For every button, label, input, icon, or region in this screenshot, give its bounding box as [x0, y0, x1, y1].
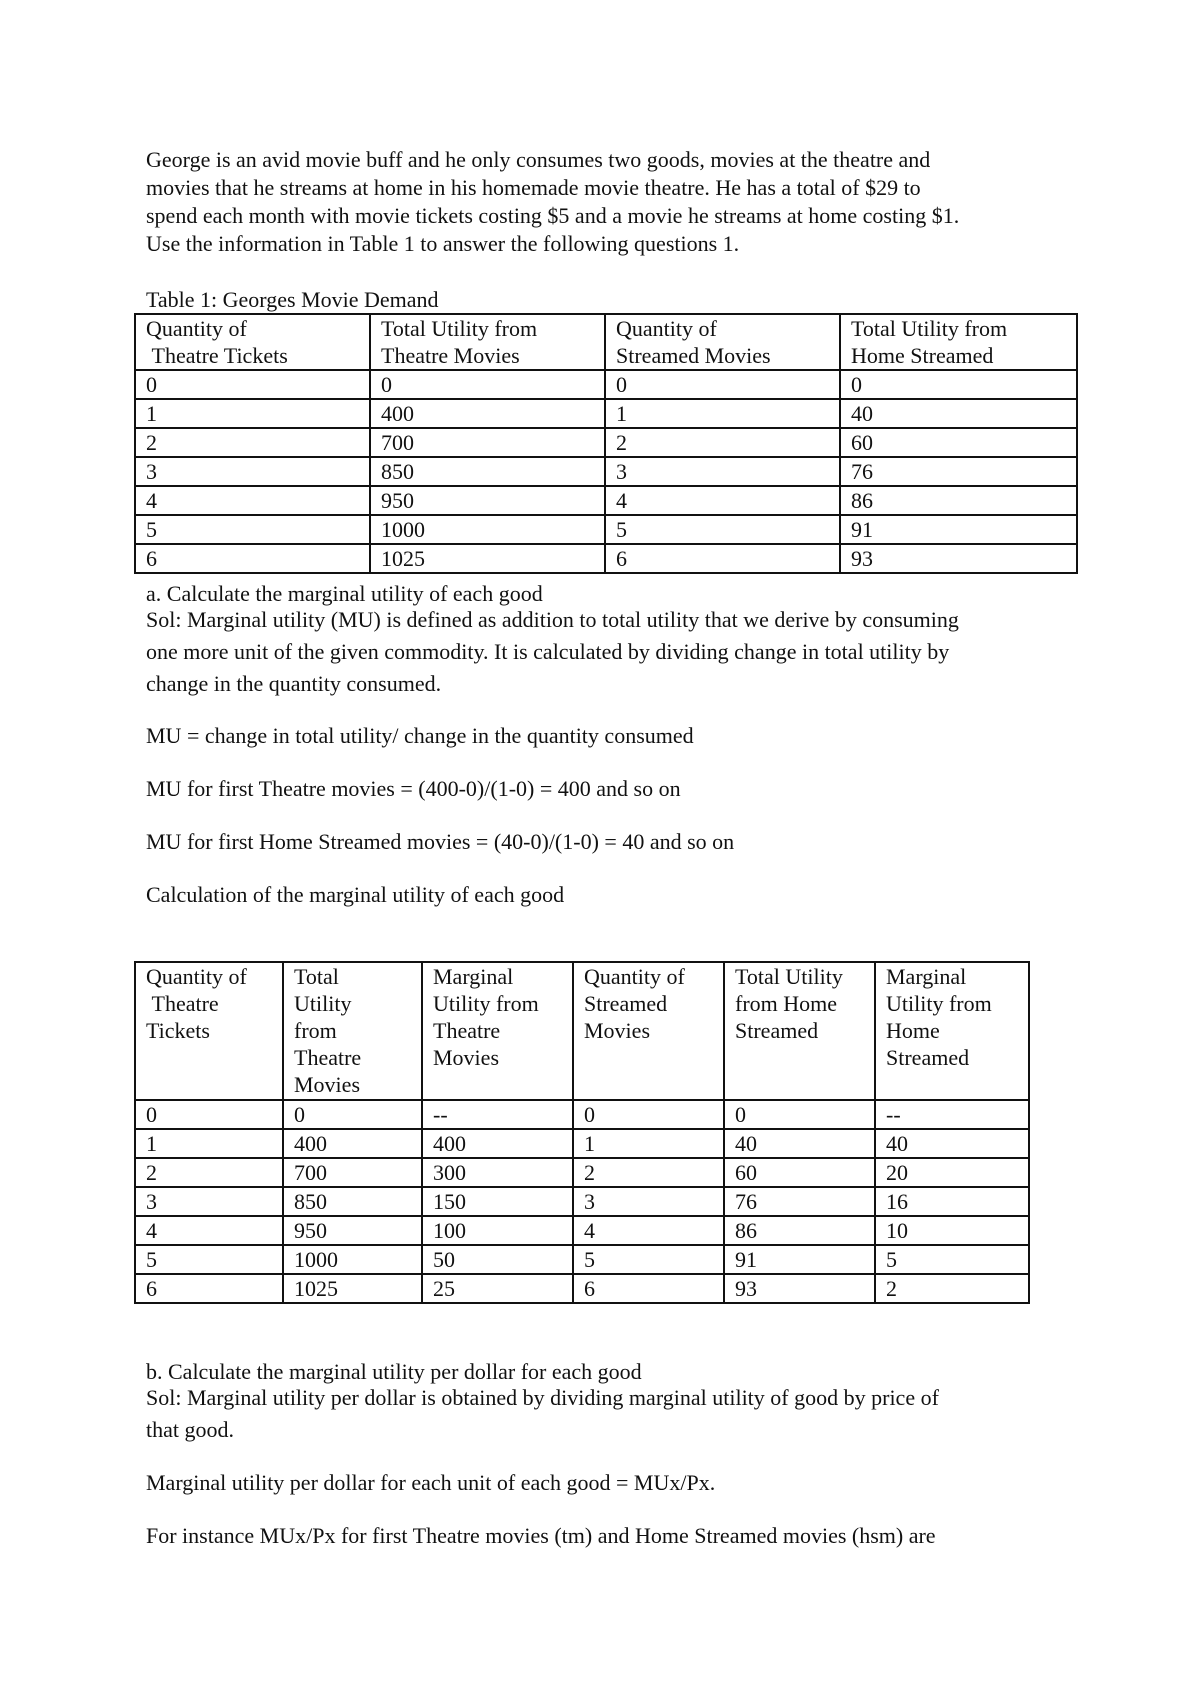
table-cell: 5 [135, 1245, 283, 1274]
table-cell: 850 [370, 457, 605, 486]
table-header-cell: Quantity of Streamed Movies [573, 962, 724, 1100]
table-header-cell: Total Utility from Theatre Movies [370, 314, 605, 370]
table-cell: 3 [135, 1187, 283, 1216]
table1-caption: Table 1: Georges Movie Demand [146, 287, 439, 312]
table-cell: 1 [135, 1129, 283, 1158]
table-cell: 3 [573, 1187, 724, 1216]
table-row [135, 1129, 1029, 1158]
part-a-sol-line: one more unit of the given commodity. It is calculated by dividing change in total utility by [146, 639, 950, 664]
table-cell: 1000 [283, 1245, 422, 1274]
table-row [135, 1158, 1029, 1187]
table-cell: 1 [605, 399, 840, 428]
table-row [135, 399, 1077, 428]
table-header-cell: Total Utility from Theatre Movies [283, 962, 422, 1100]
table-cell: 91 [724, 1245, 875, 1274]
table-cell: 40 [724, 1129, 875, 1158]
table-cell: 2 [135, 428, 370, 457]
intro-line: movies that he streams at home in his homemade movie theatre. He has a total of $29 to [146, 175, 921, 200]
table-cell: 3 [605, 457, 840, 486]
table-row [135, 1274, 1029, 1303]
table-cell: 950 [283, 1216, 422, 1245]
table-row [135, 428, 1077, 457]
part-b-sol-line: Sol: Marginal utility per dollar is obtained by dividing marginal utility of good by price of [146, 1385, 939, 1410]
table-cell: 5 [135, 515, 370, 544]
table-cell: 10 [875, 1216, 1029, 1245]
part-b-sol-line: that good. [146, 1417, 234, 1442]
table1-movie-demand [134, 313, 1078, 574]
table-cell: 4 [605, 486, 840, 515]
table-cell: 300 [422, 1158, 573, 1187]
table-cell: 50 [422, 1245, 573, 1274]
table-row [135, 1100, 1029, 1129]
table-header-row [135, 962, 1029, 1100]
table-header-cell: Quantity of Streamed Movies [605, 314, 840, 370]
table-cell: 850 [283, 1187, 422, 1216]
table-cell: 0 [135, 370, 370, 399]
table-cell: 5 [875, 1245, 1029, 1274]
table-row [135, 1187, 1029, 1216]
table2-marginal-utility [134, 961, 1030, 1304]
table-row [135, 515, 1077, 544]
table-cell: 1000 [370, 515, 605, 544]
mu-per-dollar-example: For instance MUx/Px for first Theatre movies (tm) and Home Streamed movies (hsm) are [146, 1523, 936, 1548]
table-row [135, 486, 1077, 515]
table-cell: 4 [573, 1216, 724, 1245]
table-header-row [135, 314, 1077, 370]
table-row [135, 457, 1077, 486]
table-header-cell: Quantity of Theatre Tickets [135, 314, 370, 370]
table-cell: 2 [605, 428, 840, 457]
intro-line: George is an avid movie buff and he only consumes two goods, movies at the theatre and [146, 147, 931, 172]
table-cell: 400 [283, 1129, 422, 1158]
table-cell: 1025 [283, 1274, 422, 1303]
table-row [135, 544, 1077, 573]
table-cell: 0 [135, 1100, 283, 1129]
table-cell: 150 [422, 1187, 573, 1216]
table-cell: 0 [724, 1100, 875, 1129]
mu-per-dollar-formula: Marginal utility per dollar for each unit of each good = MUx/Px. [146, 1470, 716, 1495]
table-cell: 3 [135, 457, 370, 486]
intro-line: Use the information in Table 1 to answer the following questions 1. [146, 231, 740, 256]
table-cell: 25 [422, 1274, 573, 1303]
table-cell: 950 [370, 486, 605, 515]
part-b-question: b. Calculate the marginal utility per dollar for each good [146, 1359, 642, 1384]
table-cell: 86 [724, 1216, 875, 1245]
table-cell: 2 [135, 1158, 283, 1187]
part-a-sol-line: change in the quantity consumed. [146, 671, 442, 696]
table-cell: 1 [135, 399, 370, 428]
table-cell: 700 [283, 1158, 422, 1187]
intro-line: spend each month with movie tickets costing $5 and a movie he streams at home costing $1. [146, 203, 960, 228]
mu-example-streamed: MU for first Home Streamed movies = (40-0)/(1-0) = 40 and so on [146, 829, 735, 854]
table-cell: 40 [840, 399, 1077, 428]
table-cell: 6 [135, 544, 370, 573]
table-cell: 0 [605, 370, 840, 399]
table-cell: 700 [370, 428, 605, 457]
table-cell: 93 [724, 1274, 875, 1303]
table-cell: 4 [135, 486, 370, 515]
part-a-question: a. Calculate the marginal utility of each good [146, 581, 543, 606]
table-cell: 0 [573, 1100, 724, 1129]
table-cell: 86 [840, 486, 1077, 515]
part-a-sol-line: Sol: Marginal utility (MU) is defined as addition to total utility that we derive by consuming [146, 607, 959, 632]
table-cell: 100 [422, 1216, 573, 1245]
table-cell: -- [875, 1100, 1029, 1129]
table-cell: 40 [875, 1129, 1029, 1158]
table-cell: 2 [573, 1158, 724, 1187]
table-row [135, 1216, 1029, 1245]
table-cell: 400 [422, 1129, 573, 1158]
table-cell: 76 [840, 457, 1077, 486]
table-cell: 5 [605, 515, 840, 544]
table-cell: 1 [573, 1129, 724, 1158]
table-cell: 20 [875, 1158, 1029, 1187]
table-cell: 400 [370, 399, 605, 428]
table-cell: 0 [283, 1100, 422, 1129]
table-header-cell: Marginal Utility from Theatre Movies [422, 962, 573, 1100]
table-cell: 5 [573, 1245, 724, 1274]
table-cell: 1025 [370, 544, 605, 573]
table-cell: 2 [875, 1274, 1029, 1303]
mu-formula: MU = change in total utility/ change in the quantity consumed [146, 723, 694, 748]
table-header-cell: Total Utility from Home Streamed [840, 314, 1077, 370]
table-cell: 6 [135, 1274, 283, 1303]
table-cell: 16 [875, 1187, 1029, 1216]
table-cell: 4 [135, 1216, 283, 1245]
table-header-cell: Marginal Utility from Home Streamed [875, 962, 1029, 1100]
table-cell: 6 [605, 544, 840, 573]
table-cell: 93 [840, 544, 1077, 573]
table-cell: 91 [840, 515, 1077, 544]
table-row [135, 370, 1077, 399]
table-cell: -- [422, 1100, 573, 1129]
table-cell: 60 [724, 1158, 875, 1187]
table-cell: 0 [370, 370, 605, 399]
table-row [135, 1245, 1029, 1274]
table-cell: 6 [573, 1274, 724, 1303]
table-cell: 0 [840, 370, 1077, 399]
mu-example-theatre: MU for first Theatre movies = (400-0)/(1-0) = 400 and so on [146, 776, 681, 801]
table-cell: 76 [724, 1187, 875, 1216]
calculation-label: Calculation of the marginal utility of each good [146, 882, 565, 907]
table-header-cell: Quantity of Theatre Tickets [135, 962, 283, 1100]
table-header-cell: Total Utility from Home Streamed [724, 962, 875, 1100]
table-cell: 60 [840, 428, 1077, 457]
